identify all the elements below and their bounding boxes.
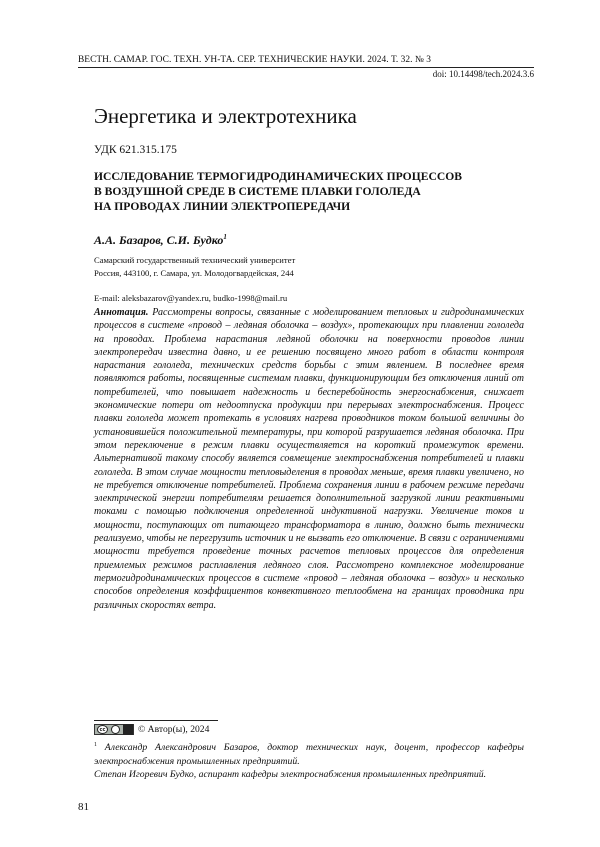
- license-line: [94, 724, 209, 735]
- article-title-line: НА ПРОВОДАХ ЛИНИИ ЭЛЕКТРОПЕРЕДАЧИ: [94, 200, 351, 213]
- affiliation: [94, 254, 295, 280]
- abstract-text: Рассмотрены вопросы, связанные с моделированием тепловых и гидродинамических процессов в системе «провод – ледяная оболочка – воздух», протекающих при плавлении гололеда на проводах. Проблема нарастания ледяной оболочки на поверхности проводов линии электропередач известна давно, и ее решению посвящено много работ в области контроля нарастания гололеда, технических средств борьбы с этим явлением. В последнее время появляются работы, посвященные системам плавки, функционирующим без отключения линий от потребителей, что повышает надежность и бесперебойность энергоснабжения, снижает экономические потери от недоотпуска продукции при перерывах электроснабжения. Процесс плавки гололеда может протекать в условиях нагрева проводников током большой величины до установившейся положительной температуры, при которой разрушается ледяная оболочка. При этом переключение в режим плавки осуществляется на короткий промежуток времени. Альтернативой такому способу является совмещение электроснабжения потребителей и плавки гололеда. В этом случае мощности тепловыделения в проводах меньше, время плавки увеличено, но не требуется отключение потребителей. Проблема сохранения линии в рабочем режиме передачи электрической энергии потребителям решается дополнительной загрузкой линии реактивными токами с помощью подключения определенной индуктивной нагрузки. Увеличение токов и мощности, поступающих от питающего трансформатора в линию, должно быть технически реализуемо, чтобы не перегрузить источник и не вызвать его отключение. В связи с ограничениями мощности требуется проведение точных расчетов тепловых процессов для определения приемлемых режимов расплавления ледяного слоя. Рассмотрено комплексное моделирование термогидродинамических процессов в системе «провод – ледяная оболочка – воздух» и несколько способов определения коэффициентов конвективного теплообмена на границах проводника при различных скоростях ветра.: [94, 307, 524, 611]
- udk-code: УДК 621.315.175: [94, 144, 177, 156]
- footnote-divider: [94, 720, 218, 721]
- footnote-2: Степан Игоревич Будко, аспирант кафедры электроснабжения промышленных предприятий.: [94, 768, 487, 780]
- header-divider: [78, 67, 534, 68]
- author-emails[interactable]: E-mail: aleksbazarov@yandex.ru, budko-1998@mail.ru: [94, 293, 288, 303]
- footnote-1: [94, 739, 524, 768]
- copyright-text: © Автор(ы), 2024: [138, 724, 210, 735]
- footnotes: [94, 739, 524, 781]
- doi[interactable]: doi: 10.14498/tech.2024.3.6: [432, 69, 534, 79]
- article-title: [94, 169, 524, 214]
- authors-names: А.А. Базаров, С.И. Будко: [94, 233, 224, 247]
- affiliation-university: Самарский государственный технический университет: [94, 255, 296, 265]
- abstract: [94, 306, 524, 612]
- article-title-line: ИССЛЕДОВАНИЕ ТЕРМОГИДРОДИНАМИЧЕСКИХ ПРОЦЕССОВ: [94, 170, 462, 183]
- section-title: Энергетика и электротехника: [94, 104, 357, 128]
- affiliation-address: Россия, 443100, г. Самара, ул. Молодогвардейская, 244: [94, 268, 294, 278]
- footnote-mark: 1: [94, 742, 97, 748]
- cc-by-icon[interactable]: cc: [94, 724, 134, 735]
- author-footnote-mark[interactable]: 1: [223, 233, 227, 241]
- authors: [94, 233, 227, 248]
- page-number: 81: [78, 801, 89, 813]
- journal-running-header: ВЕСТН. САМАР. ГОС. ТЕХН. УН-ТА. СЕР. ТЕХНИЧЕСКИЕ НАУКИ. 2024. Т. 32. № 3: [78, 55, 431, 65]
- footnote-1-text: Александр Александрович Базаров, доктор технических наук, доцент, профессор кафедры электроснабжения промышленных предприятий.: [94, 742, 524, 767]
- article-title-line: В ВОЗДУШНОЙ СРЕДЕ В СИСТЕМЕ ПЛАВКИ ГОЛОЛЕДА: [94, 185, 421, 198]
- abstract-label: Аннотация.: [94, 307, 149, 318]
